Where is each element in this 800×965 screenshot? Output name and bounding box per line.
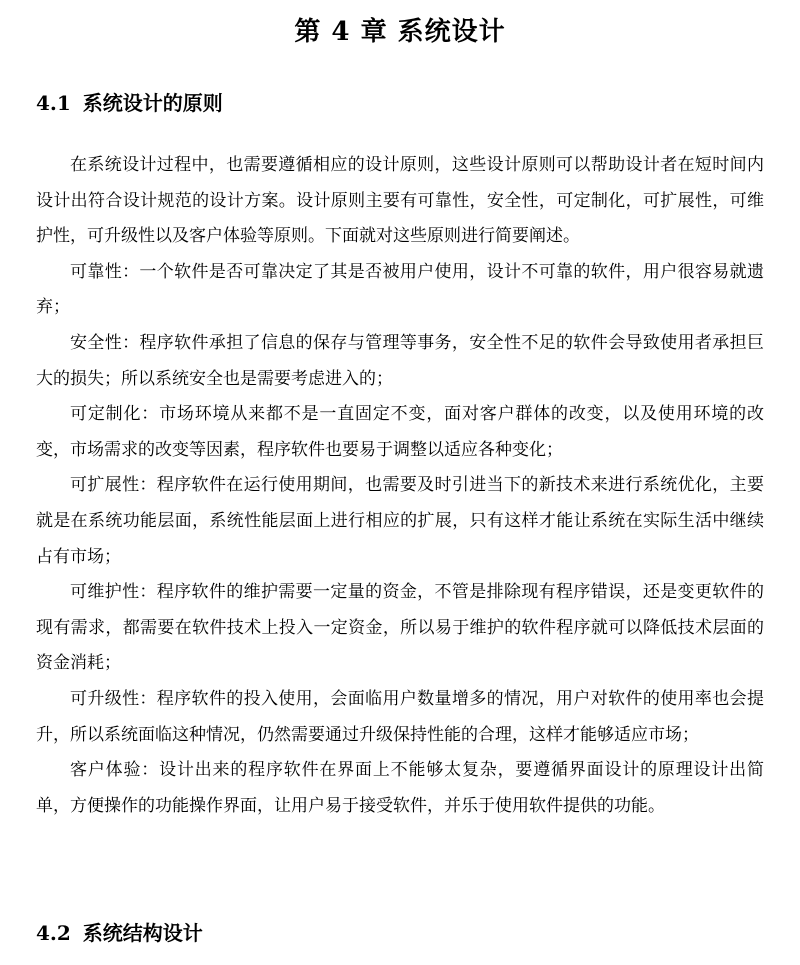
section-number: 4.1	[36, 91, 71, 115]
paragraph-customizability: 可定制化：市场环境从来都不是一直固定不变，面对客户群体的改变，以及使用环境的改变，市场需求的改变等因素，程序软件也要易于调整以适应各种变化；	[36, 404, 764, 460]
section-heading-4-2	[36, 919, 203, 947]
chapter-title: 第 4 章 系统设计	[294, 17, 506, 47]
section-body	[36, 148, 764, 824]
paragraph-maintainability: 可维护性：程序软件的维护需要一定量的资金，不管是排除现有程序错误，还是变更软件的现有需求，都需要在软件技术上投入一定资金，所以易于维护的软件程序就可以降低技术层面的资金消耗；	[36, 582, 764, 674]
section-title: 系统结构设计	[82, 921, 203, 945]
paragraph-extensibility: 可扩展性：程序软件在运行使用期间，也需要及时引进当下的新技术来进行系统优化，主要就是在系统功能层面，系统性能层面上进行相应的扩展，只有这样才能让系统在实际生活中继续占有市场；	[36, 475, 764, 567]
paragraph-security: 安全性：程序软件承担了信息的保存与管理等事务，安全性不足的软件会导致使用者承担巨大的损失；所以系统安全也是需要考虑进入的；	[36, 332, 764, 389]
paragraph-reliability: 可靠性：一个软件是否可靠决定了其是否被用户使用，设计不可靠的软件，用户很容易就遗弃；	[36, 261, 764, 318]
paragraph-intro: 在系统设计过程中，也需要遵循相应的设计原则，这些设计原则可以帮助设计者在短时间内设计出符合设计规范的设计方案。设计原则主要有可靠性，安全性，可定制化，可扩展性，可维护性，可升级性以及客户体验等原则。下面就对这些原则进行简要阐述。	[36, 155, 764, 247]
section-title: 系统设计的原则	[82, 91, 223, 115]
section-heading-4-1	[36, 89, 223, 117]
section-number: 4.2	[36, 921, 71, 945]
paragraph-user-experience: 客户体验：设计出来的程序软件在界面上不能够太复杂，要遵循界面设计的原理设计出简单，方便操作的功能操作界面，让用户易于接受软件，并乐于使用软件提供的功能。	[36, 760, 764, 816]
paragraph-upgradability: 可升级性：程序软件的投入使用，会面临用户数量增多的情况，用户对软件的使用率也会提升，所以系统面临这种情况，仍然需要通过升级保持性能的合理，这样才能够适应市场；	[36, 688, 764, 745]
